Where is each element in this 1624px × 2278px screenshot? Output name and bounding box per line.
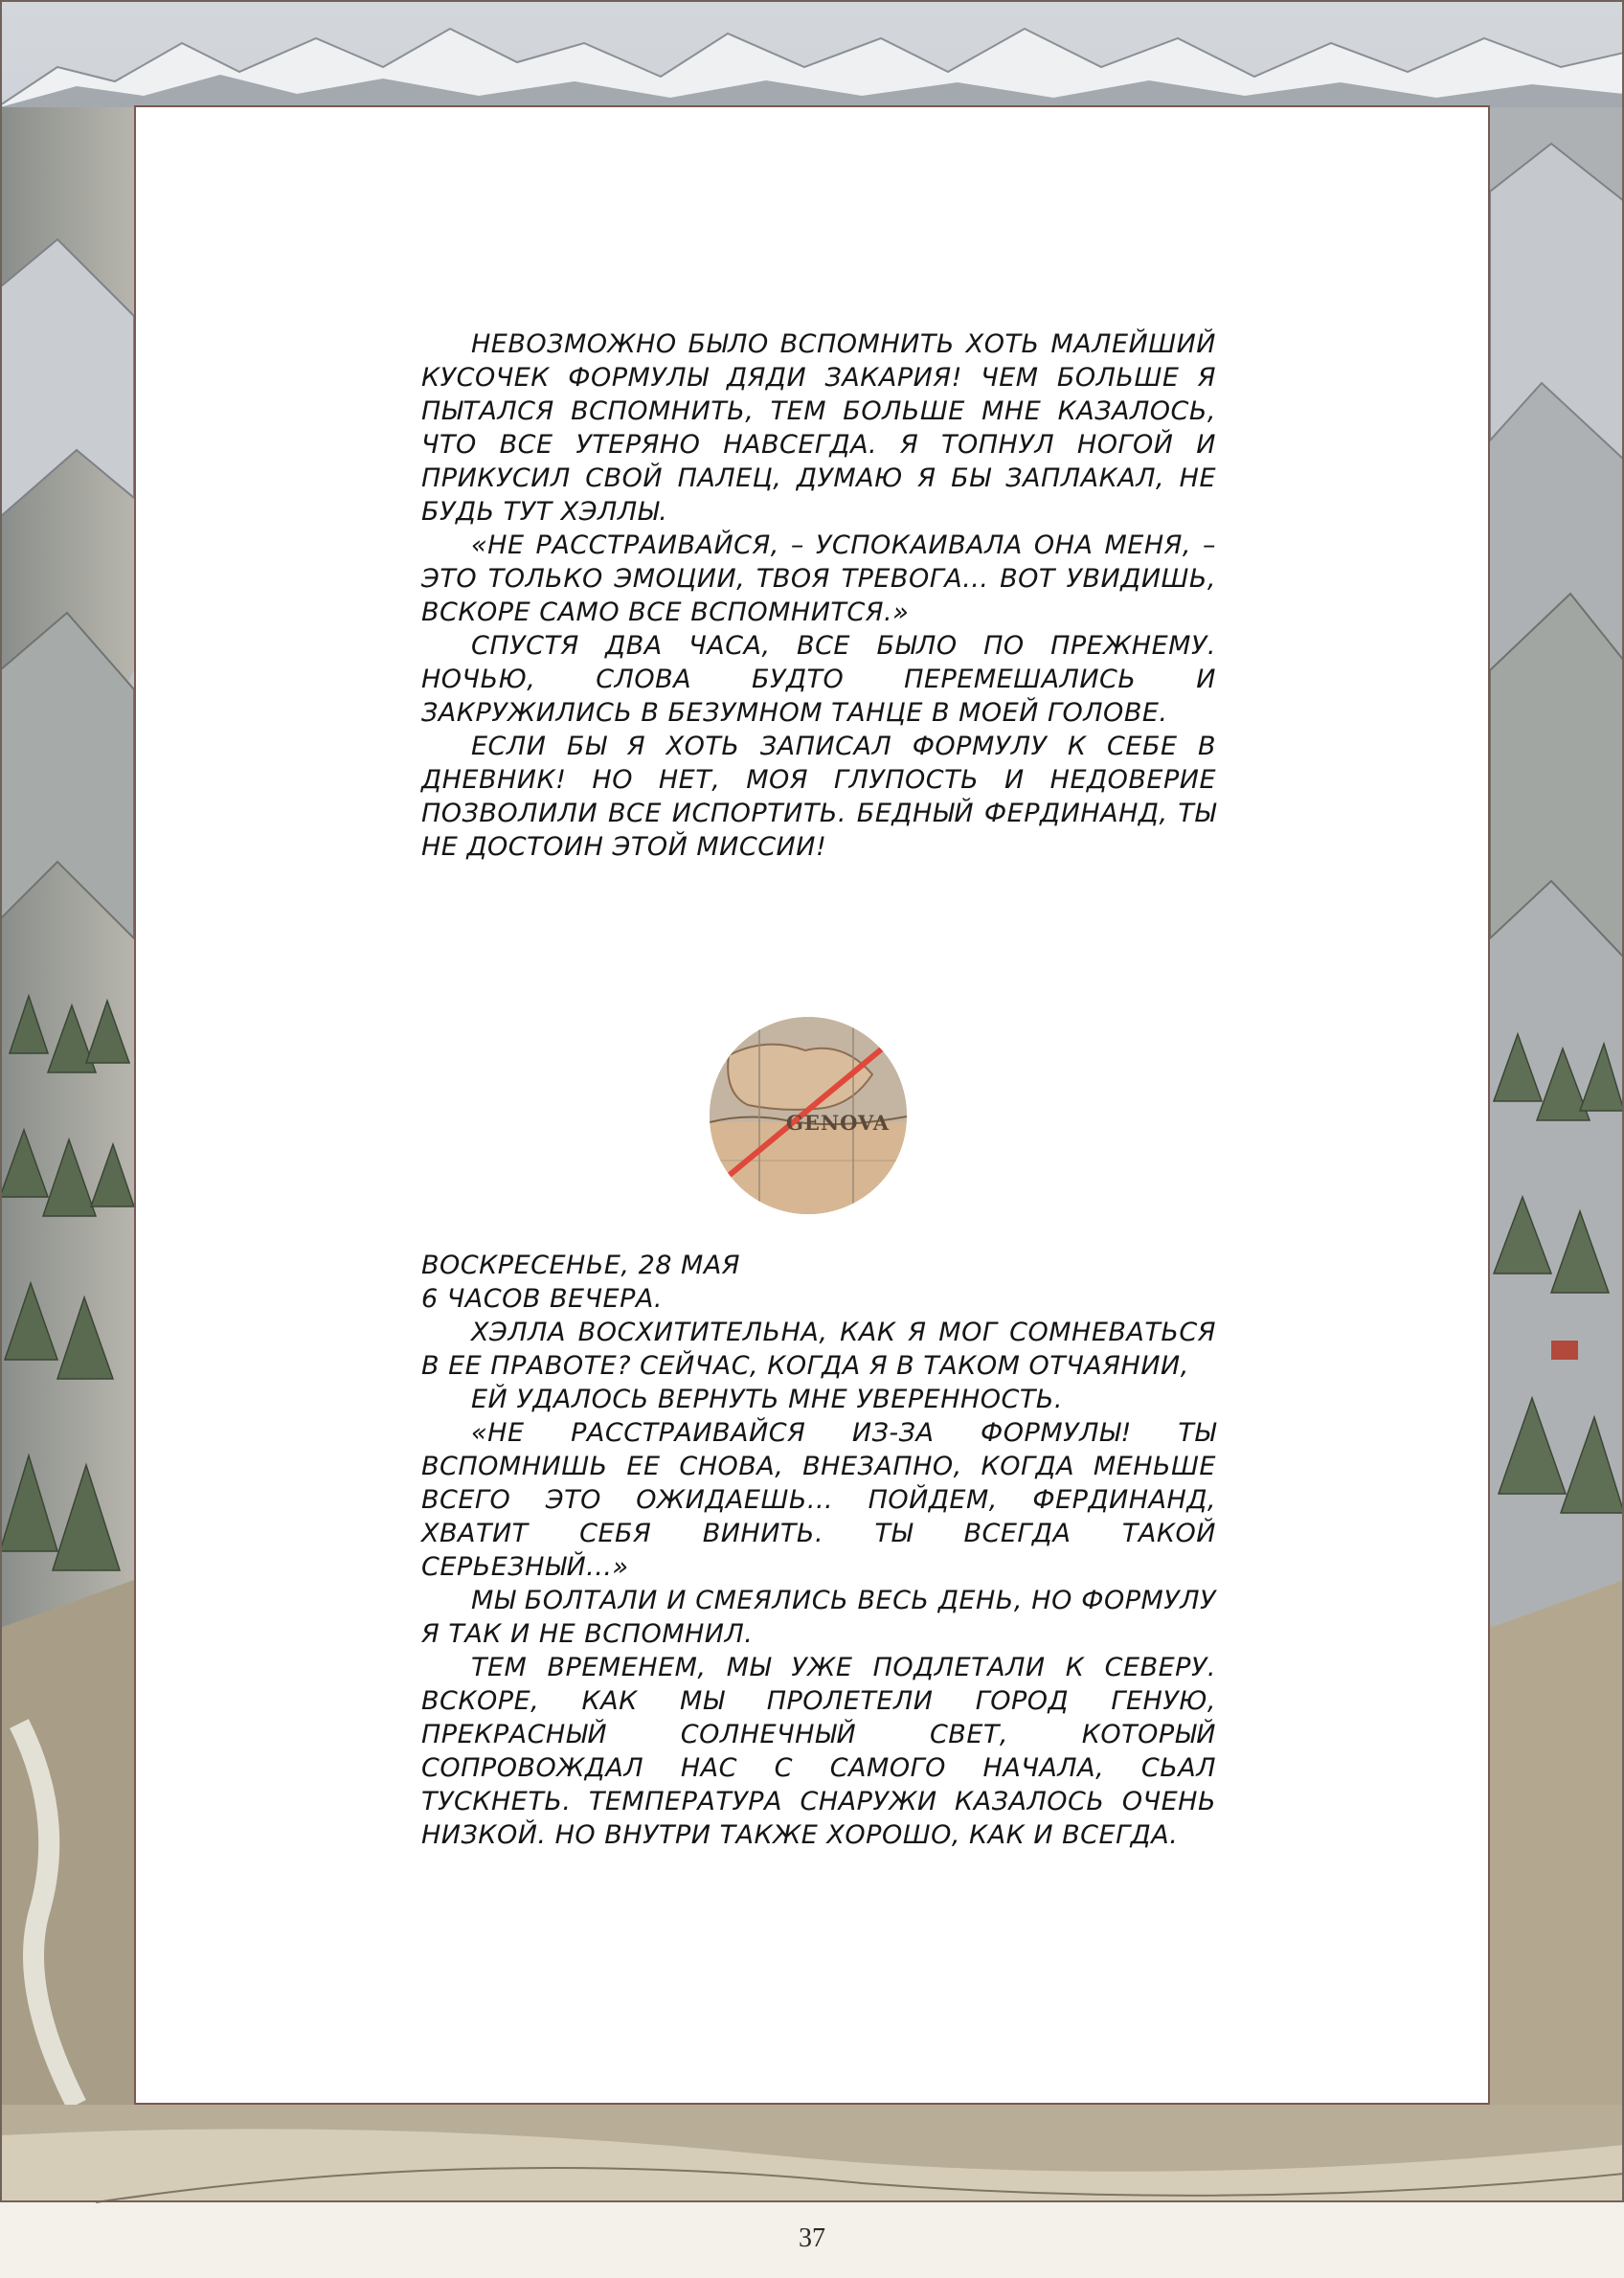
- paragraph: ТЕМ ВРЕМЕНЕМ, МЫ УЖЕ ПОДЛЕТАЛИ К СЕВЕРУ. ВСКОРЕ, КАК МЫ ПРОЛЕТЕЛИ ГОРОД ГЕНУЮ, ПРЕКРАСНЫЙ СОЛНЕЧНЫЙ СВЕТ, КОТОРЫЙ СОПРОВОЖДАЛ НАС С САМОГО НАЧАЛА, СЬАЛ ТУСКНЕТЬ. ТЕМПЕРАТУРА СНАРУЖИ КАЗАЛОСЬ ОЧЕНЬ НИЗКОЙ. НО ВНУТРИ ТАКЖЕ ХОРОШО, КАК И ВСЕГДА.: [421, 1653, 1216, 1850]
- paragraph: ЕСЛИ БЫ Я ХОТЬ ЗАПИСАЛ ФОРМУЛУ К СЕБЕ В ДНЕВНИК! НО НЕТ, МОЯ ГЛУПОСТЬ И НЕДОВЕРИЕ ПОЗВОЛИЛИ ВСЕ ИСПОРТИТЬ. БЕДНЫЙ ФЕРДИНАНД, ТЫ НЕ ДОСТОИН ЭТОЙ МИССИИ!: [421, 732, 1216, 862]
- genova-map-vignette: [710, 1017, 907, 1214]
- paragraph: МЫ БОЛТАЛИ И СМЕЯЛИСЬ ВЕСЬ ДЕНЬ, НО ФОРМУЛУ Я ТАК И НЕ ВСПОМНИЛ.: [421, 1586, 1216, 1649]
- diary-time: 6 ЧАСОВ ВЕЧЕРА.: [421, 1284, 663, 1314]
- paragraph: ХЭЛЛА ВОСХИТИТЕЛЬНА, КАК Я МОГ СОМНЕВАТЬСЯ В ЕЕ ПРАВОТЕ? СЕЙЧАС, КОГДА Я В ТАКОМ ОТЧАЯНИИ,: [421, 1318, 1216, 1381]
- story-block-1: [421, 327, 1216, 864]
- page-number: 37: [799, 2223, 825, 2253]
- paragraph: НЕВОЗМОЖНО БЫЛО ВСПОМНИТЬ ХОТЬ МАЛЕЙШИЙ КУСОЧЕК ФОРМУЛЫ ДЯДИ ЗАКАРИЯ! ЧЕМ БОЛЬШЕ Я ПЫТАЛСЯ ВСПОМНИТЬ, ТЕМ БОЛЬШЕ МНЕ КАЗАЛОСЬ, ЧТО ВСЕ УТЕРЯНО НАВСЕГДА. Я ТОПНУЛ НОГОЙ И ПРИКУСИЛ СВОЙ ПАЛЕЦ, ДУМАЮ Я БЫ ЗАПЛАКАЛ, НЕ БУДЬ ТУТ ХЭЛЛЫ.: [421, 329, 1216, 527]
- map-city-label: GENOVA: [786, 1111, 891, 1135]
- paragraph: «НЕ РАССТРАИВАЙСЯ, – УСПОКАИВАЛА ОНА МЕНЯ, – ЭТО ТОЛЬКО ЭМОЦИИ, ТВОЯ ТРЕВОГА... ВОТ УВИДИШЬ, ВСКОРЕ САМО ВСЕ ВСПОМНИТСЯ.»: [421, 530, 1216, 627]
- diary-date: ВОСКРЕСЕНЬЕ, 28 МАЯ: [421, 1251, 741, 1280]
- story-block-2: [421, 1249, 1216, 1852]
- paragraph: ЕЙ УДАЛОСЬ ВЕРНУТЬ МНЕ УВЕРЕННОСТЬ.: [471, 1385, 1064, 1414]
- paragraph: СПУСТЯ ДВА ЧАСА, ВСЕ БЫЛО ПО ПРЕЖНЕМУ. НОЧЬЮ, СЛОВА БУДТО ПЕРЕМЕШАЛИСЬ И ЗАКРУЖИЛИСЬ В БЕЗУМНОМ ТАНЦЕ В МОЕЙ ГОЛОВЕ.: [421, 631, 1216, 728]
- paragraph: «НЕ РАССТРАИВАЙСЯ ИЗ-ЗА ФОРМУЛЫ! ТЫ ВСПОМНИШЬ ЕЕ СНОВА, ВНЕЗАПНО, КОГДА МЕНЬШЕ ВСЕГО ЭТО ОЖИДАЕШЬ... ПОЙДЕМ, ФЕРДИНАНД, ХВАТИТ СЕБЯ ВИНИТЬ. ТЫ ВСЕГДА ТАКОЙ СЕРЬЕЗНЫЙ...»: [421, 1418, 1216, 1582]
